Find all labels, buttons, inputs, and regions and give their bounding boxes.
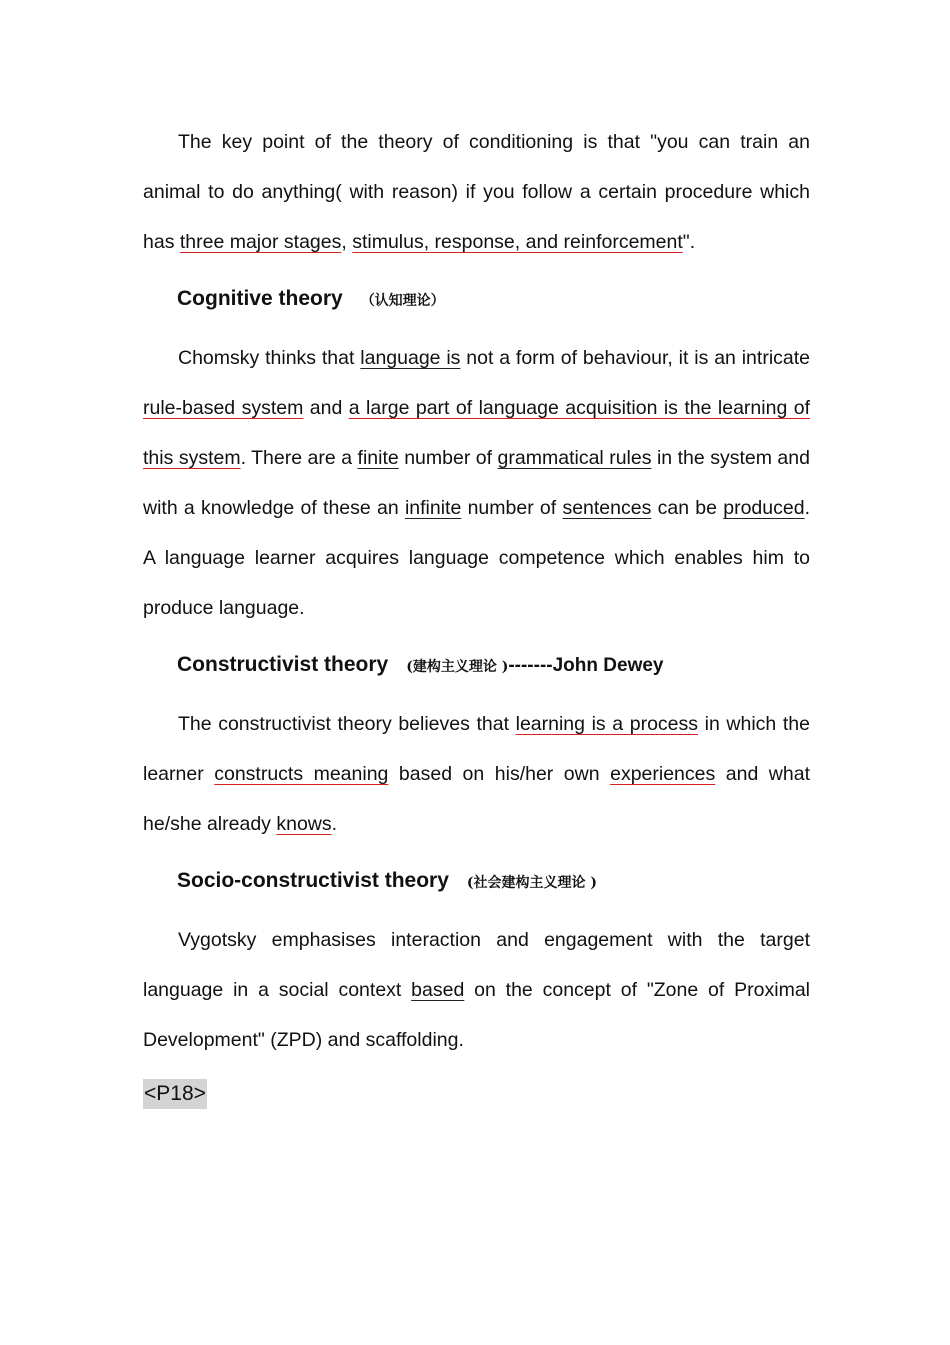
text-run: based on his/her own xyxy=(388,763,611,785)
underlined-phrase: three major stages xyxy=(179,231,342,253)
heading-chinese: (建构主义理论 ) xyxy=(406,659,509,675)
text-run: number of xyxy=(461,497,563,519)
text-run: in the system and with a knowledge of these an xyxy=(143,447,810,519)
underlined-phrase: language is xyxy=(360,347,461,369)
heading-title: Cognitive theory xyxy=(177,287,343,310)
constructivist-paragraph xyxy=(143,699,810,849)
text-run: . There are a xyxy=(240,447,358,469)
constructivist-theory-heading xyxy=(143,645,810,687)
cognitive-theory-heading xyxy=(143,279,810,321)
socio-constructivist-theory-heading xyxy=(143,861,810,903)
underlined-phrase: grammatical rules xyxy=(497,447,652,469)
text-run: and xyxy=(303,397,349,419)
heading-title: Socio-constructivist theory xyxy=(177,869,449,892)
text-run: , xyxy=(341,231,353,253)
document-page xyxy=(143,117,810,1109)
text-run: can be xyxy=(651,497,724,519)
text-run: number of xyxy=(398,447,498,469)
heading-chinese: （认知理论） xyxy=(360,293,445,309)
underlined-phrase: finite xyxy=(357,447,399,469)
text-run: . A language learner acquires language competence which enables him to produce language. xyxy=(143,497,810,619)
page-marker: <P18> xyxy=(143,1079,207,1109)
text-run: Chomsky thinks that xyxy=(178,347,361,369)
text-run: The key point of the theory of conditioning is that "you can train an animal to do anything( with reason) if you follow a certain procedure which has xyxy=(143,131,810,253)
text-run: in which the learner xyxy=(143,713,810,785)
underlined-phrase: learning is a process xyxy=(515,713,699,735)
heading-chinese: (社会建构主义理论 ) xyxy=(466,875,598,891)
text-run: not a form of behaviour, it is an intricate xyxy=(460,347,811,369)
underlined-phrase: based xyxy=(411,979,465,1001)
text-run: and what he/she already xyxy=(143,763,810,835)
text-run: ". xyxy=(682,231,696,253)
underlined-phrase: experiences xyxy=(610,763,716,785)
text-run: on the concept of "Zone of Proximal Development" (ZPD) and scaffolding. xyxy=(143,979,810,1051)
underlined-phrase: infinite xyxy=(404,497,462,519)
heading-author: -------John Dewey xyxy=(508,655,664,676)
underlined-phrase: sentences xyxy=(562,497,652,519)
text-run: . xyxy=(331,813,338,835)
underlined-phrase: stimulus, response, and reinforcement xyxy=(352,231,683,253)
underlined-phrase: knows xyxy=(276,813,332,835)
underlined-phrase: a large part of language acquisition is the learning of this system xyxy=(143,397,810,469)
text-run: The constructivist theory believes that xyxy=(178,713,516,735)
underlined-phrase: rule-based system xyxy=(143,397,304,419)
underlined-phrase: constructs meaning xyxy=(214,763,389,785)
underlined-phrase: produced xyxy=(723,497,805,519)
heading-title: Constructivist theory xyxy=(177,653,389,676)
conditioning-paragraph xyxy=(143,117,810,267)
cognitive-paragraph xyxy=(143,333,810,633)
socio-constructivist-paragraph xyxy=(143,915,810,1065)
text-run: Vygotsky emphasises interaction and engagement with the target language in a social context xyxy=(143,929,810,1001)
